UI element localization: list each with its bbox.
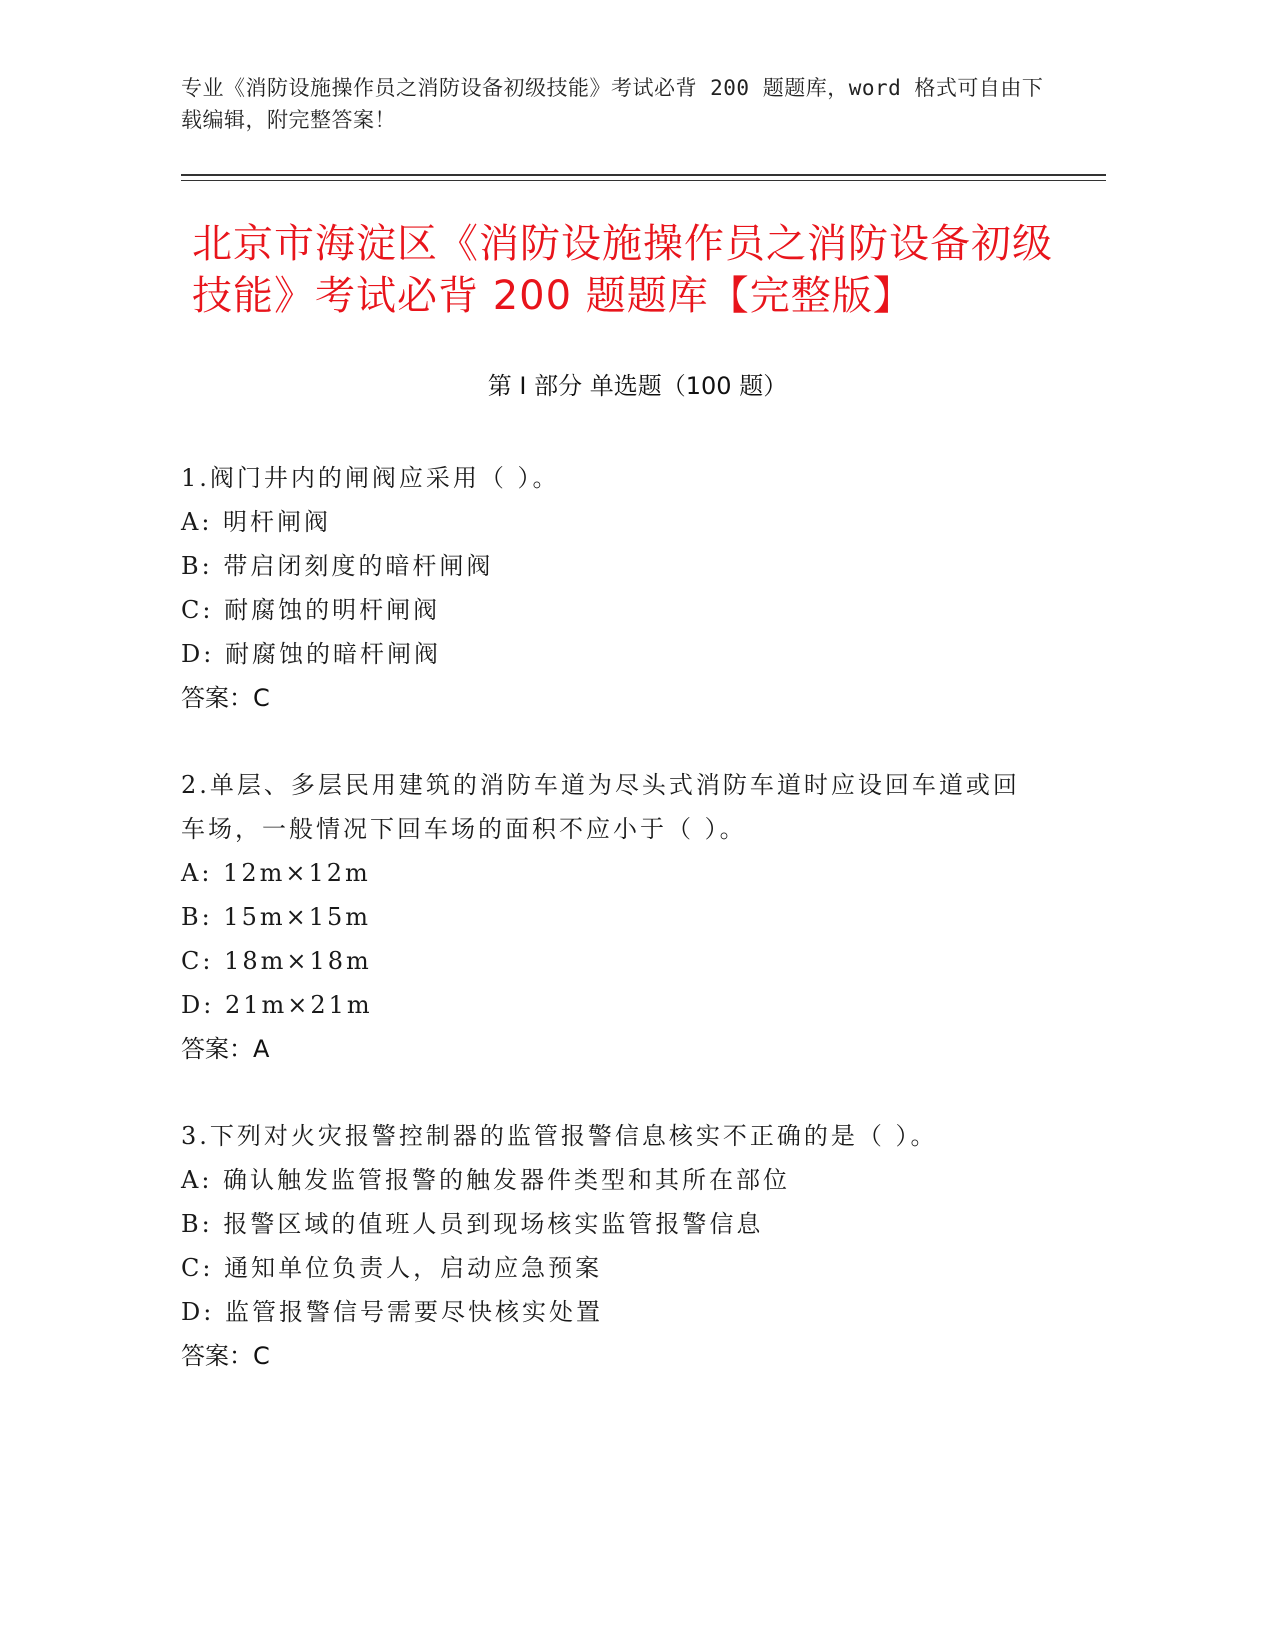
option-c: C: 18m×18m bbox=[181, 947, 372, 975]
option-c: C: 通知单位负责人，启动应急预案 bbox=[181, 1254, 603, 1282]
header-note: 专业《消防设施操作员之消防设备初级技能》考试必背 200 题题库，word 格式可自由下载编辑，附完整答案！ bbox=[181, 76, 1044, 132]
option-d: D: 耐腐蚀的暗杆闸阀 bbox=[181, 640, 441, 668]
question-item bbox=[181, 1114, 1031, 1378]
question-stem: 1.阀门井内的闸阀应采用（ ）。 bbox=[181, 464, 560, 492]
option-a: A: 确认触发监管报警的触发器件类型和其所在部位 bbox=[181, 1166, 791, 1194]
header-divider-thick bbox=[181, 174, 1106, 176]
answer-line: 答案：C bbox=[181, 684, 270, 712]
option-d: D: 监管报警信号需要尽快核实处置 bbox=[181, 1298, 603, 1326]
header-divider-thin bbox=[181, 180, 1106, 181]
question-stem: 2.单层、多层民用建筑的消防车道为尽头式消防车道时应设回车道或回车场，一般情况下回车场的面积不应小于（ ）。 bbox=[181, 771, 1020, 843]
option-b: B: 15m×15m bbox=[181, 903, 372, 931]
option-c: C: 耐腐蚀的明杆闸阀 bbox=[181, 596, 441, 624]
question-spacer bbox=[181, 720, 1031, 763]
question-spacer bbox=[181, 1071, 1031, 1114]
option-a: A: 12m×12m bbox=[181, 859, 371, 887]
question-stem: 3.下列对火灾报警控制器的监管报警信息核实不正确的是（ ）。 bbox=[181, 1122, 938, 1150]
question-item bbox=[181, 763, 1031, 1071]
option-d: D: 21m×21m bbox=[181, 991, 373, 1019]
option-b: B: 报警区域的值班人员到现场核实监管报警信息 bbox=[181, 1210, 764, 1238]
answer-line: 答案：A bbox=[181, 1035, 270, 1063]
option-a: A: 明杆闸阀 bbox=[181, 508, 332, 536]
section-heading: 第 I 部分 单选题（100 题） bbox=[487, 372, 788, 400]
document-title: 北京市海淀区《消防设施操作员之消防设备初级技能》考试必背 200 题题库【完整版】 bbox=[192, 221, 1053, 319]
option-b: B: 带启闭刻度的暗杆闸阀 bbox=[181, 552, 494, 580]
answer-line: 答案：C bbox=[181, 1342, 270, 1370]
question-list bbox=[181, 456, 1031, 1378]
question-item bbox=[181, 456, 1031, 720]
